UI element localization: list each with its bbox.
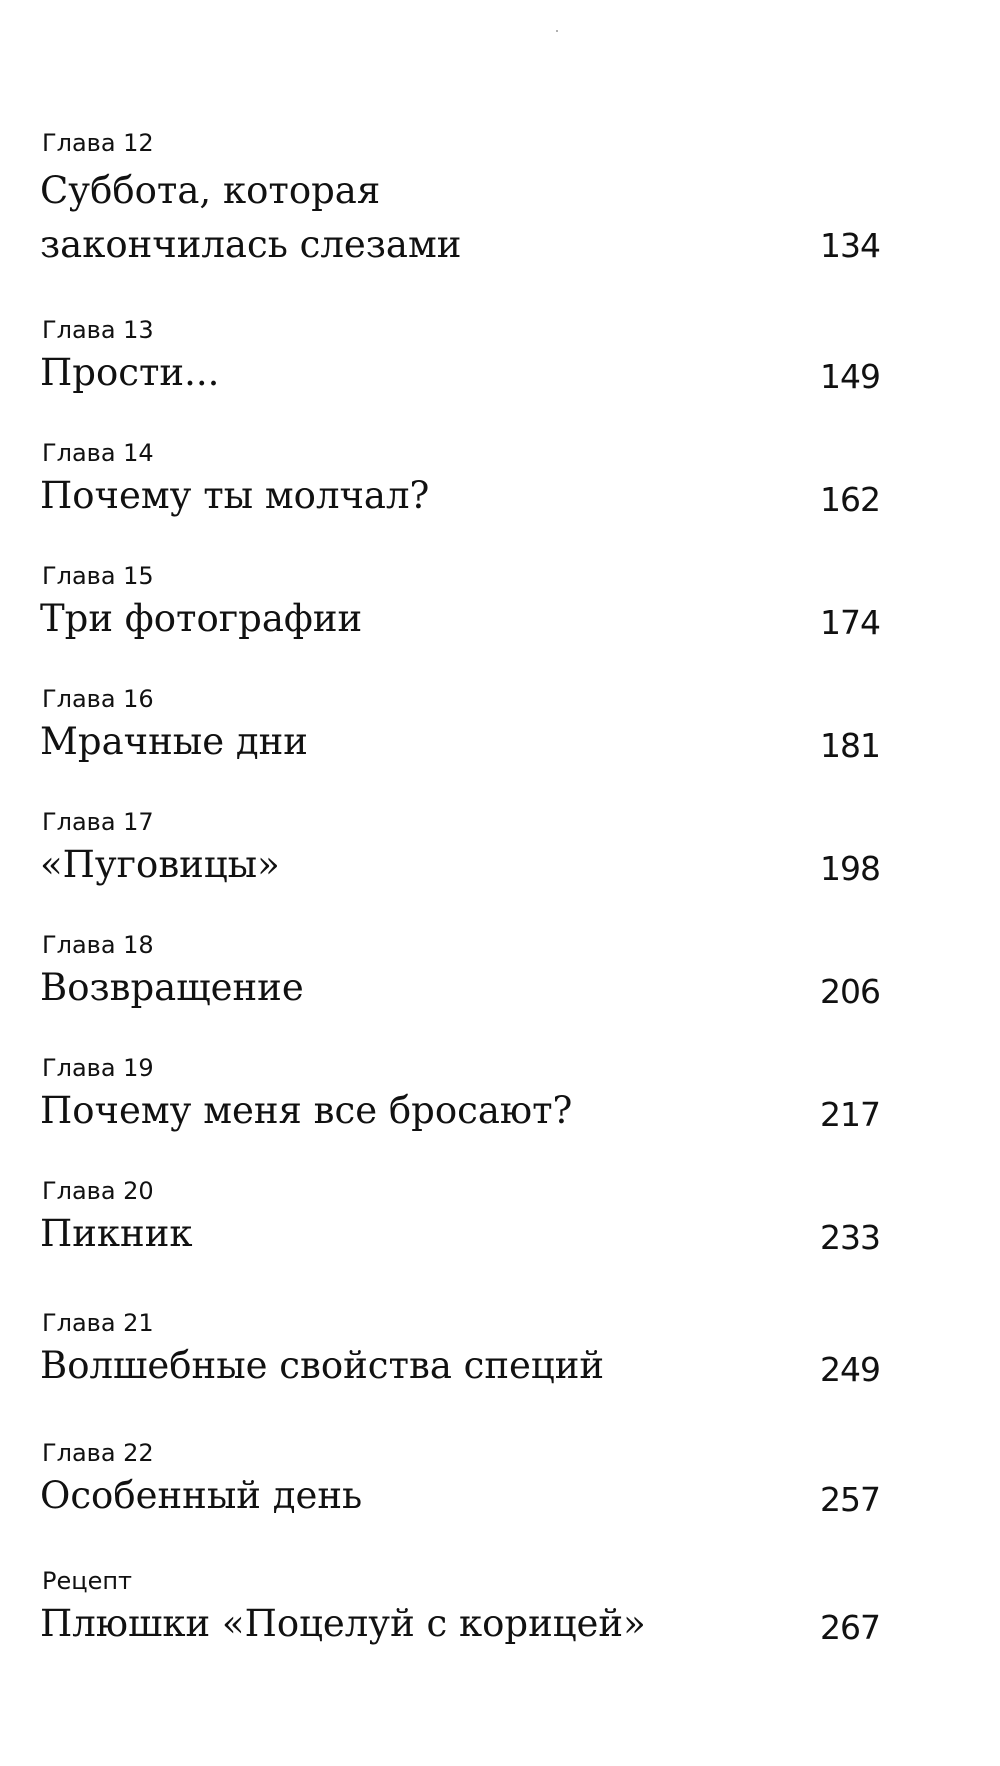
chapter-label: Глава 19 xyxy=(42,1054,154,1082)
page-number: 217 xyxy=(820,1095,880,1134)
page-number: 134 xyxy=(820,226,880,265)
page-number: 181 xyxy=(820,726,880,765)
chapter-title-line: Почему меня все бросают? xyxy=(40,1089,573,1132)
page-number: 149 xyxy=(820,357,880,396)
chapter-title-line: Суббота, которая xyxy=(40,169,381,212)
chapter-title-line: Волшебные свойства специй xyxy=(40,1344,605,1387)
chapter-title-line: «Пуговицы» xyxy=(40,843,280,886)
chapter-label: Глава 17 xyxy=(42,808,154,836)
page-number: 233 xyxy=(820,1218,880,1257)
chapter-label: Глава 22 xyxy=(42,1439,154,1467)
chapter-title-line: Почему ты молчал? xyxy=(40,474,430,517)
chapter-title-line: закончилась слезами xyxy=(40,223,462,266)
chapter-label: Глава 12 xyxy=(42,129,154,157)
chapter-label: Глава 20 xyxy=(42,1177,154,1205)
chapter-label: Глава 13 xyxy=(42,316,154,344)
chapter-title-line: Мрачные дни xyxy=(40,720,308,763)
chapter-title-line: Особенный день xyxy=(40,1474,363,1517)
chapter-title-line: Пикник xyxy=(40,1212,193,1255)
chapter-label: Глава 21 xyxy=(42,1309,154,1337)
page-number: 249 xyxy=(820,1350,880,1389)
chapter-title-line: Возвращение xyxy=(40,966,304,1009)
page-number: 257 xyxy=(820,1480,880,1519)
chapter-label: Глава 18 xyxy=(42,931,154,959)
page-number: 162 xyxy=(820,480,880,519)
page-number: 174 xyxy=(820,603,880,642)
recipe-label: Рецепт xyxy=(42,1567,133,1595)
chapter-title-line: Прости... xyxy=(40,351,220,394)
chapter-title-line: Три фотографии xyxy=(40,597,363,640)
chapter-label: Глава 14 xyxy=(42,439,154,467)
page-number: 198 xyxy=(820,849,880,888)
page-number: 206 xyxy=(820,972,880,1011)
chapter-label: Глава 15 xyxy=(42,562,154,590)
page-number: 267 xyxy=(820,1608,880,1647)
chapter-label: Глава 16 xyxy=(42,685,154,713)
chapter-title-line: Плюшки «Поцелуй с корицей» xyxy=(40,1602,646,1645)
